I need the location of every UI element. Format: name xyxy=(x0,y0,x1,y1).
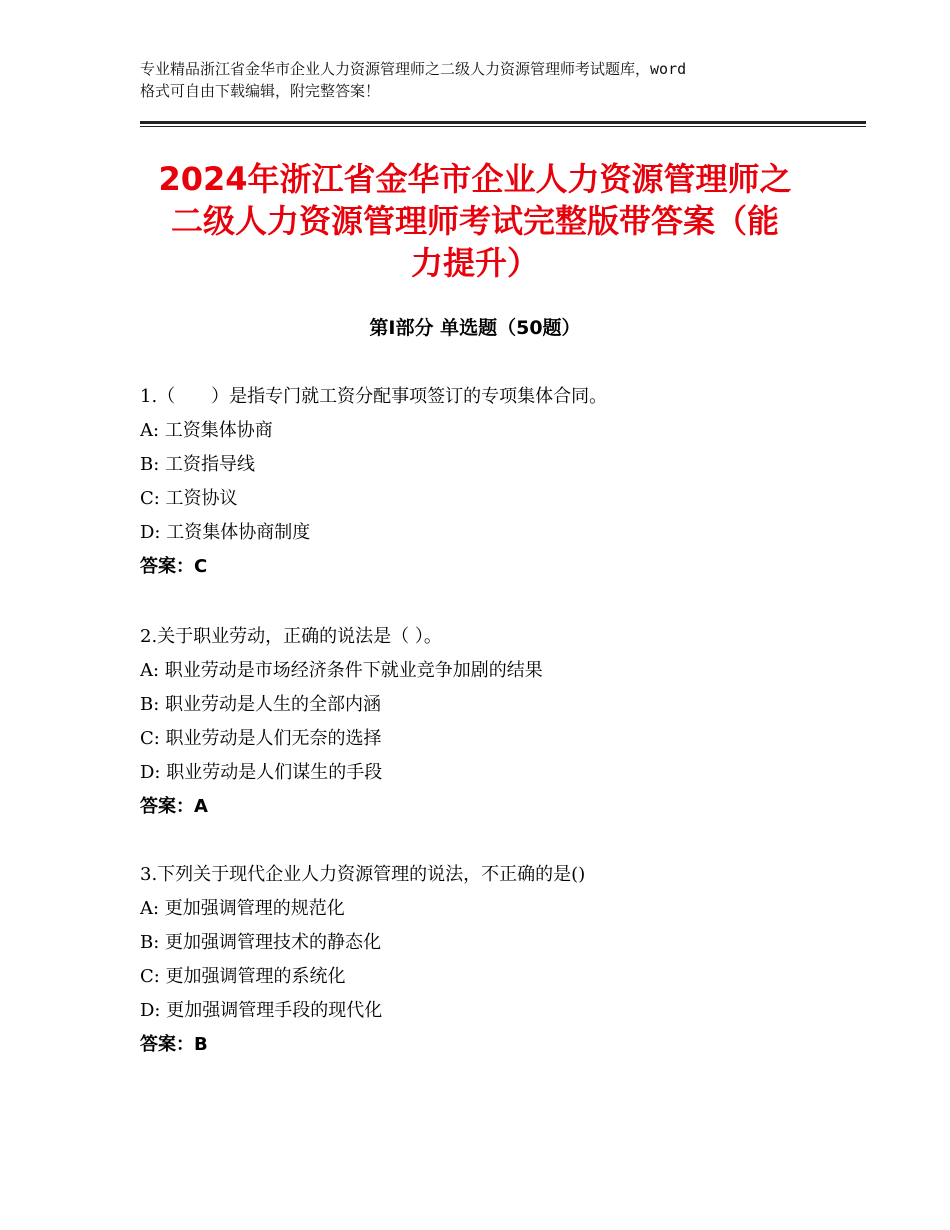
option-b: B: 职业劳动是人生的全部内涵 xyxy=(140,694,382,715)
header-divider-thick xyxy=(140,121,866,124)
option-d: D: 更加强调管理手段的现代化 xyxy=(140,1000,383,1021)
answer: 答案：A xyxy=(140,796,208,817)
option-b: B: 更加强调管理技术的静态化 xyxy=(140,932,382,953)
option-c: C: 更加强调管理的系统化 xyxy=(140,966,346,987)
option-b: B: 工资指导线 xyxy=(140,454,256,475)
answer: 答案：C xyxy=(140,556,208,577)
question-stem: 1.（ ）是指专门就工资分配事项签订的专项集体合同。 xyxy=(140,386,608,407)
header-note-line-1: 专业精品浙江省金华市企业人力资源管理师之二级人力资源管理师考试题库，word xyxy=(140,60,687,78)
question-1 xyxy=(140,380,840,584)
question-stem: 2.关于职业劳动，正确的说法是（ ）。 xyxy=(140,626,442,647)
header-divider-thin xyxy=(140,126,866,127)
document-title-line-2: 二级人力资源管理师考试完整版带答案（能 xyxy=(170,202,779,240)
question-3 xyxy=(140,858,840,1062)
option-d: D: 职业劳动是人们谋生的手段 xyxy=(140,762,383,783)
question-2 xyxy=(140,620,840,824)
answer: 答案：B xyxy=(140,1034,208,1055)
option-c: C: 职业劳动是人们无奈的选择 xyxy=(140,728,382,749)
document-title xyxy=(140,158,810,284)
document-title-line-3: 力提升） xyxy=(410,244,539,282)
section-heading: 第Ⅰ部分 单选题（50题） xyxy=(369,317,581,339)
header-note-line-2: 格式可自由下载编辑，附完整答案！ xyxy=(140,82,381,100)
question-stem: 3.下列关于现代企业人力资源管理的说法，不正确的是() xyxy=(140,864,586,885)
header-note xyxy=(140,58,840,102)
option-a: A: 更加强调管理的规范化 xyxy=(140,898,345,919)
option-c: C: 工资协议 xyxy=(140,488,238,509)
option-a: A: 职业劳动是市场经济条件下就业竞争加剧的结果 xyxy=(140,660,543,681)
option-d: D: 工资集体协商制度 xyxy=(140,522,311,543)
document-title-line-1: 2024年浙江省金华市企业人力资源管理师之 xyxy=(158,160,792,198)
option-a: A: 工资集体协商 xyxy=(140,420,273,441)
